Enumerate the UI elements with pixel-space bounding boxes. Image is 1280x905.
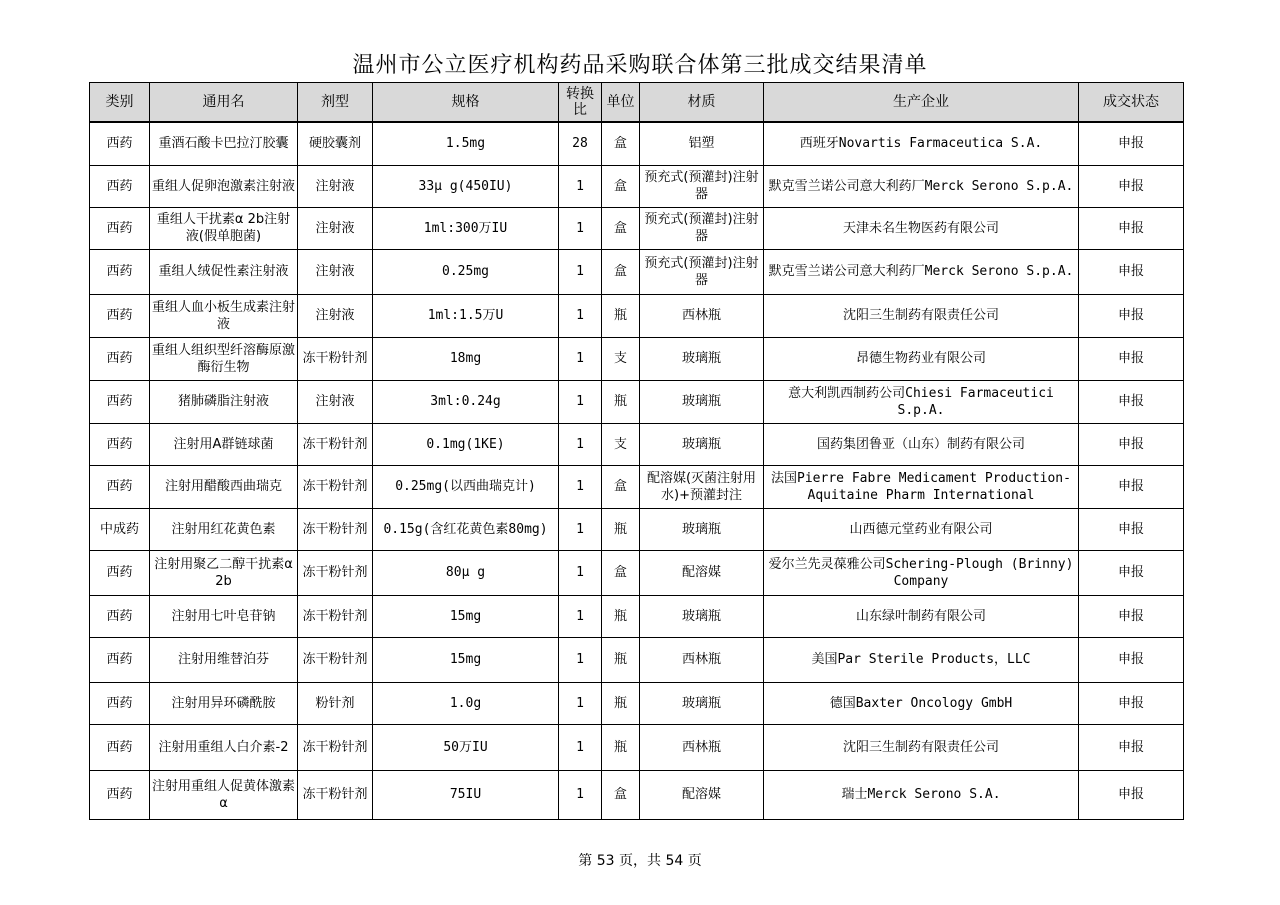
cell-name: 注射用醋酸西曲瑞克 xyxy=(150,465,298,508)
cell-material: 玻璃瓶 xyxy=(640,682,764,724)
cell-ratio: 1 xyxy=(559,595,602,637)
cell-spec: 1.5mg xyxy=(373,122,559,165)
cell-form: 冻干粉针剂 xyxy=(298,595,373,637)
cell-material: 西林瓶 xyxy=(640,294,764,337)
table-row xyxy=(90,165,1184,207)
cell-status: 申报 xyxy=(1079,637,1184,682)
cell-status: 申报 xyxy=(1079,294,1184,337)
cell-maker: 国药集团鲁亚（山东）制药有限公司 xyxy=(764,423,1079,465)
table-row xyxy=(90,249,1184,294)
cell-maker: 美国Par Sterile Products，LLC xyxy=(764,637,1079,682)
cell-category: 西药 xyxy=(90,724,150,770)
cell-unit: 盒 xyxy=(602,249,640,294)
cell-maker: 瑞士Merck Serono S.A. xyxy=(764,770,1079,819)
cell-form: 硬胶囊剂 xyxy=(298,122,373,165)
cell-unit: 瓶 xyxy=(602,682,640,724)
cell-material: 预充式(预灌封)注射器 xyxy=(640,249,764,294)
cell-material: 西林瓶 xyxy=(640,637,764,682)
cell-spec: 0.25mg xyxy=(373,249,559,294)
cell-ratio: 1 xyxy=(559,380,602,423)
col-header-spec: 规格 xyxy=(373,83,559,123)
cell-ratio: 1 xyxy=(559,682,602,724)
cell-status: 申报 xyxy=(1079,380,1184,423)
cell-form: 注射液 xyxy=(298,380,373,423)
cell-maker: 山东绿叶制药有限公司 xyxy=(764,595,1079,637)
cell-maker: 天津未名生物医药有限公司 xyxy=(764,207,1079,249)
cell-maker: 沈阳三生制药有限责任公司 xyxy=(764,724,1079,770)
cell-category: 西药 xyxy=(90,770,150,819)
cell-name: 注射用重组人促黄体激素α xyxy=(150,770,298,819)
cell-form: 冻干粉针剂 xyxy=(298,337,373,380)
cell-spec: 1ml:300万IU xyxy=(373,207,559,249)
table-row xyxy=(90,770,1184,819)
cell-ratio: 1 xyxy=(559,207,602,249)
cell-spec: 1ml:1.5万U xyxy=(373,294,559,337)
cell-unit: 瓶 xyxy=(602,380,640,423)
cell-material: 预充式(预灌封)注射器 xyxy=(640,207,764,249)
cell-ratio: 1 xyxy=(559,508,602,550)
table-body xyxy=(90,122,1184,819)
cell-unit: 盒 xyxy=(602,122,640,165)
cell-name: 注射用七叶皂苷钠 xyxy=(150,595,298,637)
cell-form: 冻干粉针剂 xyxy=(298,508,373,550)
cell-unit: 瓶 xyxy=(602,508,640,550)
cell-name: 注射用红花黄色素 xyxy=(150,508,298,550)
cell-status: 申报 xyxy=(1079,550,1184,595)
table-row xyxy=(90,724,1184,770)
cell-material: 配溶媒(灭菌注射用水)+预灌封注 xyxy=(640,465,764,508)
cell-unit: 瓶 xyxy=(602,595,640,637)
cell-status: 申报 xyxy=(1079,207,1184,249)
cell-form: 注射液 xyxy=(298,207,373,249)
cell-maker: 西班牙Novartis Farmaceutica S.A. xyxy=(764,122,1079,165)
col-header-status: 成交状态 xyxy=(1079,83,1184,123)
cell-form: 冻干粉针剂 xyxy=(298,465,373,508)
table-row xyxy=(90,207,1184,249)
cell-status: 申报 xyxy=(1079,249,1184,294)
cell-maker: 昂德生物药业有限公司 xyxy=(764,337,1079,380)
table-row xyxy=(90,337,1184,380)
cell-spec: 1.0g xyxy=(373,682,559,724)
cell-unit: 支 xyxy=(602,337,640,380)
cell-unit: 盒 xyxy=(602,207,640,249)
cell-form: 注射液 xyxy=(298,294,373,337)
cell-maker: 山西德元堂药业有限公司 xyxy=(764,508,1079,550)
table-row xyxy=(90,423,1184,465)
cell-category: 西药 xyxy=(90,465,150,508)
cell-status: 申报 xyxy=(1079,465,1184,508)
cell-material: 玻璃瓶 xyxy=(640,380,764,423)
cell-category: 西药 xyxy=(90,122,150,165)
cell-spec: 80μ g xyxy=(373,550,559,595)
cell-category: 西药 xyxy=(90,423,150,465)
cell-name: 注射用A群链球菌 xyxy=(150,423,298,465)
cell-name: 注射用异环磷酰胺 xyxy=(150,682,298,724)
col-header-category: 类别 xyxy=(90,83,150,123)
cell-status: 申报 xyxy=(1079,595,1184,637)
col-header-form: 剂型 xyxy=(298,83,373,123)
cell-status: 申报 xyxy=(1079,508,1184,550)
cell-maker: 沈阳三生制药有限责任公司 xyxy=(764,294,1079,337)
cell-maker: 法国Pierre Fabre Medicament Production-Aquitaine Pharm International xyxy=(764,465,1079,508)
cell-category: 西药 xyxy=(90,165,150,207)
cell-ratio: 1 xyxy=(559,637,602,682)
cell-ratio: 1 xyxy=(559,770,602,819)
cell-status: 申报 xyxy=(1079,682,1184,724)
table-row xyxy=(90,550,1184,595)
table-row xyxy=(90,595,1184,637)
cell-status: 申报 xyxy=(1079,165,1184,207)
cell-spec: 75IU xyxy=(373,770,559,819)
cell-category: 西药 xyxy=(90,249,150,294)
cell-category: 西药 xyxy=(90,550,150,595)
cell-maker: 意大利凯西制药公司Chiesi Farmaceutici S.p.A. xyxy=(764,380,1079,423)
cell-status: 申报 xyxy=(1079,770,1184,819)
cell-form: 冻干粉针剂 xyxy=(298,637,373,682)
cell-spec: 3ml:0.24g xyxy=(373,380,559,423)
cell-name: 重酒石酸卡巴拉汀胶囊 xyxy=(150,122,298,165)
cell-unit: 盒 xyxy=(602,550,640,595)
cell-category: 西药 xyxy=(90,595,150,637)
cell-unit: 瓶 xyxy=(602,637,640,682)
page-title: 温州市公立医疗机构药品采购联合体第三批成交结果清单 xyxy=(352,53,928,78)
col-header-ratio: 转换比 xyxy=(559,83,602,123)
cell-material: 玻璃瓶 xyxy=(640,423,764,465)
cell-spec: 15mg xyxy=(373,637,559,682)
cell-ratio: 1 xyxy=(559,550,602,595)
col-header-name: 通用名 xyxy=(150,83,298,123)
cell-material: 铝塑 xyxy=(640,122,764,165)
cell-unit: 瓶 xyxy=(602,294,640,337)
page-number: 第 53 页，共 54 页 xyxy=(578,853,702,869)
table-row xyxy=(90,682,1184,724)
cell-category: 西药 xyxy=(90,380,150,423)
table-row xyxy=(90,122,1184,165)
cell-material: 西林瓶 xyxy=(640,724,764,770)
cell-category: 中成药 xyxy=(90,508,150,550)
cell-category: 西药 xyxy=(90,294,150,337)
cell-form: 注射液 xyxy=(298,165,373,207)
results-table xyxy=(89,82,1184,820)
cell-material: 配溶媒 xyxy=(640,550,764,595)
table-row xyxy=(90,637,1184,682)
cell-ratio: 1 xyxy=(559,337,602,380)
cell-ratio: 28 xyxy=(559,122,602,165)
cell-material: 预充式(预灌封)注射器 xyxy=(640,165,764,207)
cell-form: 冻干粉针剂 xyxy=(298,724,373,770)
col-header-maker: 生产企业 xyxy=(764,83,1079,123)
cell-status: 申报 xyxy=(1079,122,1184,165)
cell-maker: 默克雪兰诺公司意大利药厂Merck Serono S.p.A. xyxy=(764,165,1079,207)
cell-category: 西药 xyxy=(90,207,150,249)
cell-name: 重组人组织型纤溶酶原激酶衍生物 xyxy=(150,337,298,380)
col-header-material: 材质 xyxy=(640,83,764,123)
cell-ratio: 1 xyxy=(559,465,602,508)
cell-ratio: 1 xyxy=(559,294,602,337)
cell-spec: 0.1mg(1KE) xyxy=(373,423,559,465)
cell-form: 注射液 xyxy=(298,249,373,294)
cell-spec: 0.25mg(以西曲瑞克计) xyxy=(373,465,559,508)
cell-form: 冻干粉针剂 xyxy=(298,550,373,595)
cell-ratio: 1 xyxy=(559,724,602,770)
table-row xyxy=(90,380,1184,423)
cell-unit: 盒 xyxy=(602,770,640,819)
table-row xyxy=(90,508,1184,550)
cell-unit: 瓶 xyxy=(602,724,640,770)
cell-material: 配溶媒 xyxy=(640,770,764,819)
cell-spec: 15mg xyxy=(373,595,559,637)
cell-maker: 爱尔兰先灵葆雅公司Schering-Plough (Brinny) Company xyxy=(764,550,1079,595)
cell-name: 注射用聚乙二醇干扰素α 2b xyxy=(150,550,298,595)
cell-name: 重组人血小板生成素注射液 xyxy=(150,294,298,337)
cell-spec: 33μ g(450IU) xyxy=(373,165,559,207)
cell-form: 粉针剂 xyxy=(298,682,373,724)
cell-name: 重组人干扰素α 2b注射液(假单胞菌) xyxy=(150,207,298,249)
cell-name: 猪肺磷脂注射液 xyxy=(150,380,298,423)
cell-category: 西药 xyxy=(90,682,150,724)
col-header-unit: 单位 xyxy=(602,83,640,123)
cell-name: 重组人促卵泡激素注射液 xyxy=(150,165,298,207)
cell-ratio: 1 xyxy=(559,249,602,294)
cell-form: 冻干粉针剂 xyxy=(298,423,373,465)
cell-ratio: 1 xyxy=(559,423,602,465)
cell-ratio: 1 xyxy=(559,165,602,207)
cell-material: 玻璃瓶 xyxy=(640,595,764,637)
cell-spec: 18mg xyxy=(373,337,559,380)
cell-spec: 0.15g(含红花黄色素80mg) xyxy=(373,508,559,550)
table-row xyxy=(90,294,1184,337)
cell-status: 申报 xyxy=(1079,337,1184,380)
cell-name: 注射用重组人白介素-2 xyxy=(150,724,298,770)
cell-spec: 50万IU xyxy=(373,724,559,770)
cell-status: 申报 xyxy=(1079,423,1184,465)
cell-unit: 盒 xyxy=(602,465,640,508)
cell-category: 西药 xyxy=(90,337,150,380)
cell-category: 西药 xyxy=(90,637,150,682)
cell-status: 申报 xyxy=(1079,724,1184,770)
cell-name: 注射用维替泊芬 xyxy=(150,637,298,682)
cell-name: 重组人绒促性素注射液 xyxy=(150,249,298,294)
cell-material: 玻璃瓶 xyxy=(640,337,764,380)
cell-form: 冻干粉针剂 xyxy=(298,770,373,819)
cell-maker: 德国Baxter Oncology GmbH xyxy=(764,682,1079,724)
table-row xyxy=(90,465,1184,508)
cell-unit: 盒 xyxy=(602,165,640,207)
header-row xyxy=(90,83,1184,123)
cell-material: 玻璃瓶 xyxy=(640,508,764,550)
cell-unit: 支 xyxy=(602,423,640,465)
cell-maker: 默克雪兰诺公司意大利药厂Merck Serono S.p.A. xyxy=(764,249,1079,294)
